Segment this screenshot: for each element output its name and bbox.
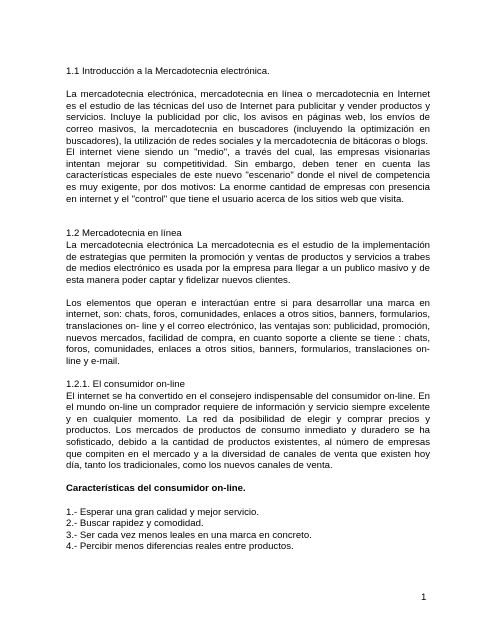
characteristics-heading: Características del consumidor on-line.	[66, 483, 246, 495]
section-1-2-paragraph-2: Los elementos que operan e interactúan entre si para desarrollar una marca en internet, son: chats, foros, comunidades, enlaces a otros sitios, banners, formularios, translaciones on- line y el correo electrónico, las ventajas son: publicidad, promoción, nuevos mercados, facilidad de compra, en cuanto soporte a cliente se tiene : chats, foros, comunidades, enlaces a otros sitios, banners, formularios, translaciones on- line y e-mail.	[66, 297, 430, 367]
section-1-2-paragraph-1: La mercadotecnia electrónica La mercadotecnia es el estudio de la implementación de estrategias que permiten la promoción y ventas de productos y servicios a trabes de medios electrónico es usada por la empresa para llegar a un publico masivo y de esta manera poder captar y fidelizar nuevos clientes.	[66, 239, 430, 286]
section-1-2-1-title: 1.2.1. El consumidor on-line	[66, 379, 185, 391]
spacer	[66, 78, 430, 90]
spacer	[66, 495, 430, 507]
list-item: 3.- Ser cada vez menos leales en una marca en concreto.	[66, 529, 312, 541]
page-number: 1	[421, 592, 427, 603]
list-item: 1.- Esperar una gran calidad y mejor servicio.	[66, 506, 260, 518]
section-1-1-paragraph-1: La mercadotecnia electrónica, mercadotecnia en línea o mercadotecnia en Internet es el estudio de las técnicas del uso de Internet para publicitar y vender productos y servicios. Incluye la publicidad por clic, los avisos en páginas web, los envíos de correo masivos, la mercadotecnia en buscadores (incluyendo la optimización en buscadores), la utilización de redes sociales y la mercadotecnia de bitácoras o blogs.	[66, 89, 430, 147]
spacer	[66, 205, 430, 228]
document-page	[66, 66, 430, 553]
spacer	[66, 472, 430, 484]
spacer	[66, 286, 430, 298]
spacer	[66, 367, 430, 379]
characteristics-list	[66, 507, 430, 553]
section-1-1-paragraph-2: El internet viene siendo un "medio", a través del cual, las empresas visionarias intentan mejorar su competitividad. Sin embargo, deben tener en cuenta las características especiales de este nuevo "escenario" donde el nivel de competencia es muy exigente, por dos motivos: La enorme cantidad de empresas con presencia en internet y el "control" que tiene el usuario acerca de los sitios web que visita.	[66, 147, 430, 205]
list-item: 4.- Percibir menos diferencias reales entre productos.	[66, 541, 294, 553]
section-1-1-title: 1.1 Introducción a la Mercadotecnia electrónica.	[66, 66, 270, 77]
list-item: 2.- Buscar rapidez y comodidad.	[66, 518, 204, 530]
section-1-2-1-paragraph-1: El internet se ha convertido en el consejero indispensable del consumidor on-line. En el mundo on-line un comprador requiere de información y servicio siempre excelente y en cualquier momento. La red da posibilidad de elegir y comprar precios y productos. Los mercados de productos de consumo inmediato y duradero se ha sofisticado, debido a la cantidad de productos existentes, al número de empresas que compiten en el mercado y a la diversidad de canales de venta que existen hoy día, tanto los tradicionales, como los nuevos canales de venta.	[66, 390, 430, 472]
section-1-2-title: 1.2 Mercadotecnia en línea	[66, 228, 182, 240]
